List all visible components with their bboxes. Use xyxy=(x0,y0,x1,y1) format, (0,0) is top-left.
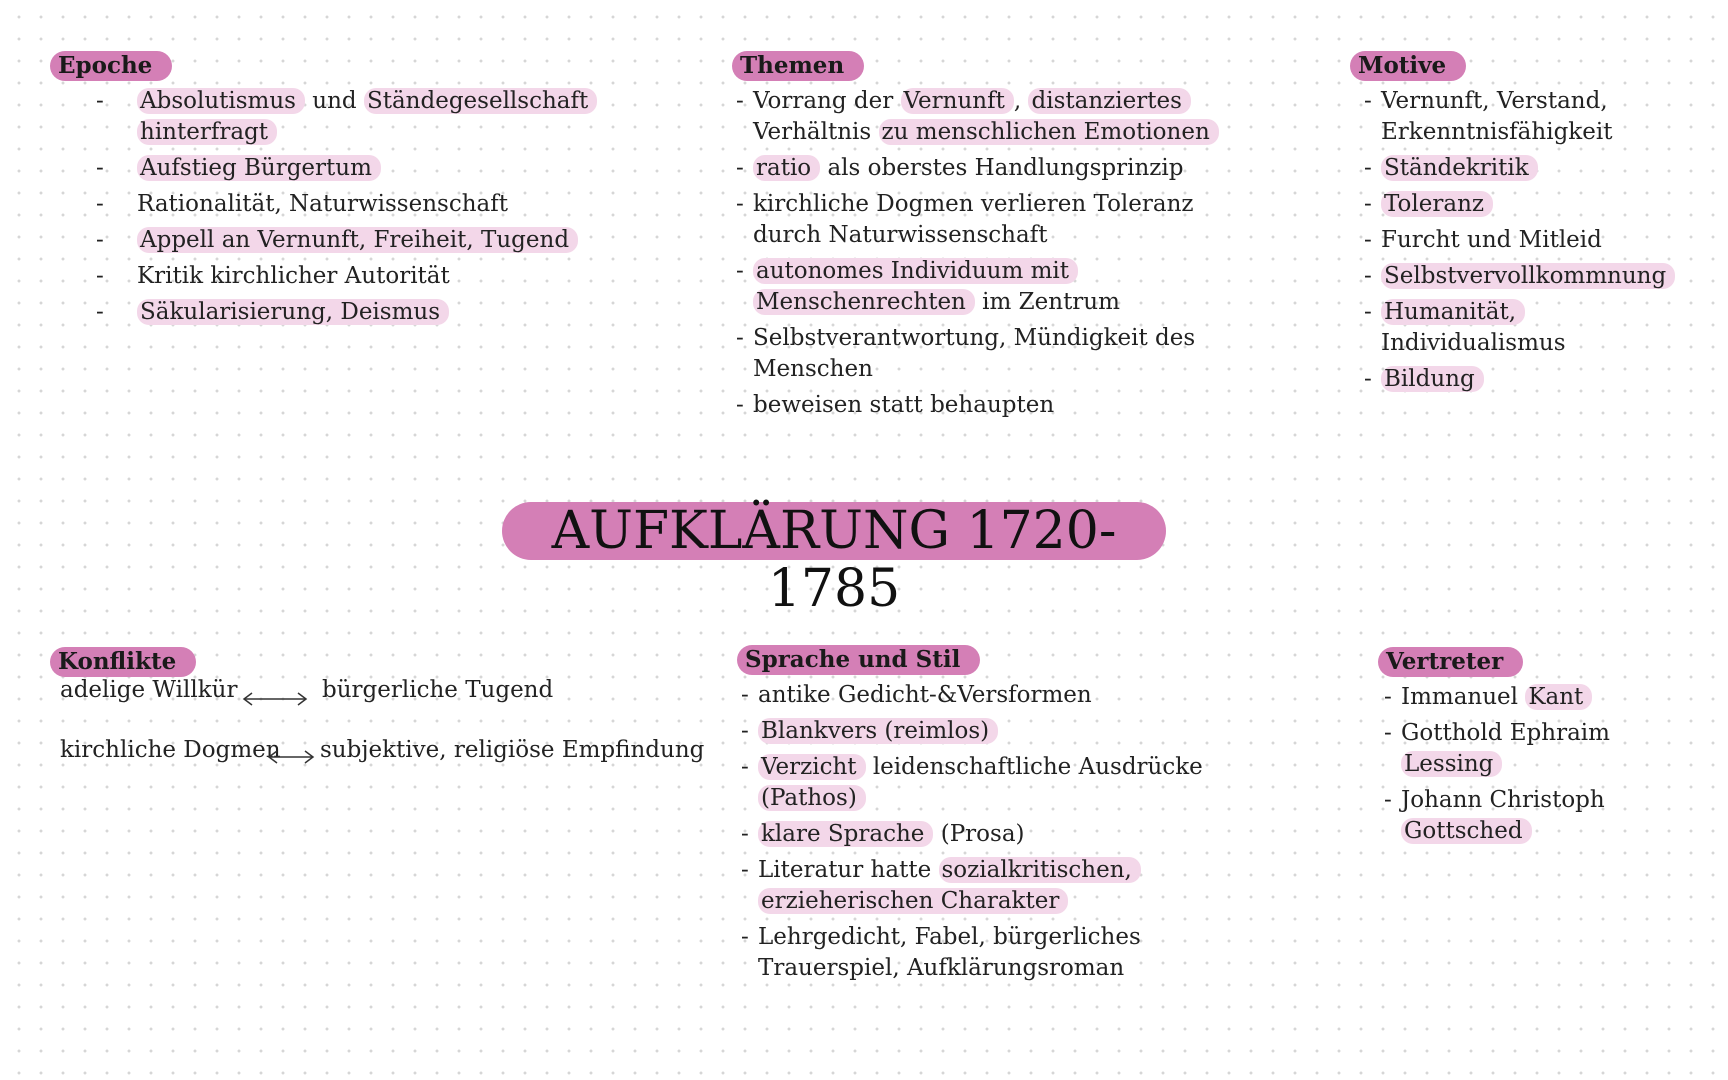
themen-item xyxy=(732,323,1262,385)
highlighted-text: (Pathos) xyxy=(758,785,866,811)
highlighted-text: Vernunft xyxy=(901,88,1014,114)
item-text: Verhältnis xyxy=(753,119,879,145)
highlighted-text: distanziertes xyxy=(1028,88,1190,114)
item-text: antike Gedicht-&Versformen xyxy=(758,682,1092,708)
item-text: Johann Christoph xyxy=(1401,787,1605,813)
highlighted-text: autonomes Individuum mit Menschenrechten xyxy=(753,258,1078,315)
bullet-dash: - xyxy=(736,88,744,114)
bullet-dash: - xyxy=(1364,227,1372,253)
item-text: beweisen statt behaupten xyxy=(753,392,1055,418)
item-text: Rationalität, Naturwissenschaft xyxy=(137,191,508,217)
item-text: Vernunft, Verstand, Erkenntnisfähigkeit xyxy=(1381,88,1613,145)
epoche-item xyxy=(50,153,690,184)
item-text: Immanuel xyxy=(1401,684,1526,710)
highlighted-text: Bildung xyxy=(1381,366,1484,392)
bullet-dash: - xyxy=(741,857,749,883)
bullet-dash: - xyxy=(736,155,744,181)
highlighted-text: Ständekritik xyxy=(1381,155,1538,181)
section-epoche xyxy=(50,51,690,328)
item-text: Vorrang der xyxy=(753,88,901,114)
sprache-item xyxy=(737,680,1267,711)
themen-item xyxy=(732,189,1262,251)
item-text: Individualismus xyxy=(1381,330,1566,356)
section-vertreter xyxy=(1378,647,1698,847)
sprache-list xyxy=(737,680,1267,984)
item-text: Literatur hatte xyxy=(758,857,939,883)
motive-heading: Motive xyxy=(1350,51,1466,81)
highlighted-text: Humanität, xyxy=(1381,299,1525,325)
highlighted-text: Lessing xyxy=(1401,751,1502,777)
motive-item xyxy=(1350,364,1690,395)
epoche-list xyxy=(50,86,690,328)
highlighted-text: zu menschlichen Emotionen xyxy=(879,119,1219,145)
item-text: Gotthold Ephraim xyxy=(1401,720,1610,746)
epoche-heading: Epoche xyxy=(50,51,172,81)
vertreter-item xyxy=(1378,682,1698,713)
vertreter-item xyxy=(1378,718,1698,780)
bullet-dash: - xyxy=(1364,155,1372,181)
bullet-dash: - xyxy=(1364,191,1372,217)
epoche-item xyxy=(50,297,690,328)
highlighted-text: Gottsched xyxy=(1401,818,1532,844)
motive-item xyxy=(1350,86,1690,148)
bullet-dash: - xyxy=(96,227,104,253)
bullet-dash: - xyxy=(741,682,749,708)
item-text: leidenschaftliche Ausdrücke xyxy=(865,754,1203,780)
item-text: Kritik kirchlicher Autorität xyxy=(137,263,450,289)
bullet-dash: - xyxy=(1364,88,1372,114)
item-text: als oberstes Handlungsprinzip xyxy=(820,155,1184,181)
item-text: (Prosa) xyxy=(933,821,1025,847)
section-konflikte xyxy=(50,647,705,767)
main-title: AUFKLÄRUNG 1720-1785 xyxy=(502,502,1166,560)
bullet-dash: - xyxy=(1384,720,1392,746)
item-text: Furcht und Mitleid xyxy=(1381,227,1602,253)
themen-item xyxy=(732,256,1262,318)
bullet-dash: - xyxy=(736,325,744,351)
vertreter-item xyxy=(1378,785,1698,847)
sprache-item xyxy=(737,716,1267,747)
bullet-dash: - xyxy=(96,263,104,289)
highlighted-text: Verzicht xyxy=(758,754,866,780)
section-sprache-und-stil xyxy=(737,645,1267,984)
highlighted-text: Appell an Vernunft, Freiheit, Tugend xyxy=(137,227,578,253)
highlighted-text: Säkularisierung, Deismus xyxy=(137,299,449,325)
bullet-dash: - xyxy=(741,821,749,847)
item-text: Lehrgedicht, Fabel, bürgerliches Trauerspiel, Aufklärungsroman xyxy=(758,924,1141,981)
motive-item xyxy=(1350,189,1690,220)
item-text: Selbstverantwortung, Mündigkeit des Menschen xyxy=(753,325,1196,382)
themen-item xyxy=(732,86,1262,148)
item-text: kirchliche Dogmen verlieren Toleranz durch Naturwissenschaft xyxy=(753,191,1194,248)
epoche-item xyxy=(50,225,690,256)
highlighted-text: Blankvers (reimlos) xyxy=(758,718,998,744)
bullet-dash: - xyxy=(1364,263,1372,289)
themen-list xyxy=(732,86,1262,421)
highlighted-text: Aufstieg Bürgertum xyxy=(137,155,381,181)
sprache-item xyxy=(737,819,1267,850)
highlighted-text: Kant xyxy=(1525,684,1592,710)
bullet-dash: - xyxy=(1364,299,1372,325)
themen-item xyxy=(732,390,1262,421)
bullet-dash: - xyxy=(96,299,104,325)
epoche-item xyxy=(50,261,690,292)
sprache-heading: Sprache und Stil xyxy=(737,645,980,675)
bullet-dash: - xyxy=(1384,684,1392,710)
highlighted-text: Absolutismus xyxy=(137,88,305,114)
vertreter-list xyxy=(1378,682,1698,847)
double-arrow-icon xyxy=(265,747,317,767)
epoche-item xyxy=(50,189,690,220)
themen-item xyxy=(732,153,1262,184)
bullet-dash: - xyxy=(741,718,749,744)
bullet-dash: - xyxy=(1364,366,1372,392)
item-text: im Zentrum xyxy=(974,289,1120,315)
motive-item xyxy=(1350,261,1690,292)
sprache-item xyxy=(737,752,1267,814)
konflikte-heading: Konflikte xyxy=(50,647,196,677)
bullet-dash: - xyxy=(741,924,749,950)
epoche-item xyxy=(50,86,690,148)
double-arrow-icon xyxy=(240,689,310,709)
motive-item xyxy=(1350,225,1690,256)
bullet-dash: - xyxy=(1384,787,1392,813)
conflict-right-1: bürgerliche Tugend xyxy=(322,677,554,703)
bullet-dash: - xyxy=(96,191,104,217)
section-motive xyxy=(1350,51,1690,395)
bullet-dash: - xyxy=(96,155,104,181)
motive-item xyxy=(1350,297,1690,359)
conflict-right-2: subjektive, religiöse Empfindung xyxy=(320,737,705,763)
sprache-item xyxy=(737,855,1267,917)
section-themen xyxy=(732,51,1262,421)
bullet-dash: - xyxy=(96,88,104,114)
conflict-left-2: kirchliche Dogmen xyxy=(60,737,281,763)
bullet-dash: - xyxy=(741,754,749,780)
item-text: und xyxy=(304,88,364,114)
motive-item xyxy=(1350,153,1690,184)
bullet-dash: - xyxy=(736,258,744,284)
highlighted-text: Ständegesellschaft hinterfragt xyxy=(137,88,597,145)
highlighted-text: Selbstvervollkommnung xyxy=(1381,263,1675,289)
highlighted-text: klare Sprache xyxy=(758,821,933,847)
highlighted-text: Toleranz xyxy=(1381,191,1493,217)
highlighted-text: sozialkritischen, erzieherischen Charakter xyxy=(758,857,1141,914)
vertreter-heading: Vertreter xyxy=(1378,647,1523,677)
highlighted-text: ratio xyxy=(753,155,820,181)
conflict-left-1: adelige Willkür xyxy=(60,677,238,703)
item-text: , xyxy=(1013,88,1029,114)
bullet-dash: - xyxy=(736,392,744,418)
themen-heading: Themen xyxy=(732,51,864,81)
bullet-dash: - xyxy=(736,191,744,217)
sprache-item xyxy=(737,922,1267,984)
motive-list xyxy=(1350,86,1690,395)
